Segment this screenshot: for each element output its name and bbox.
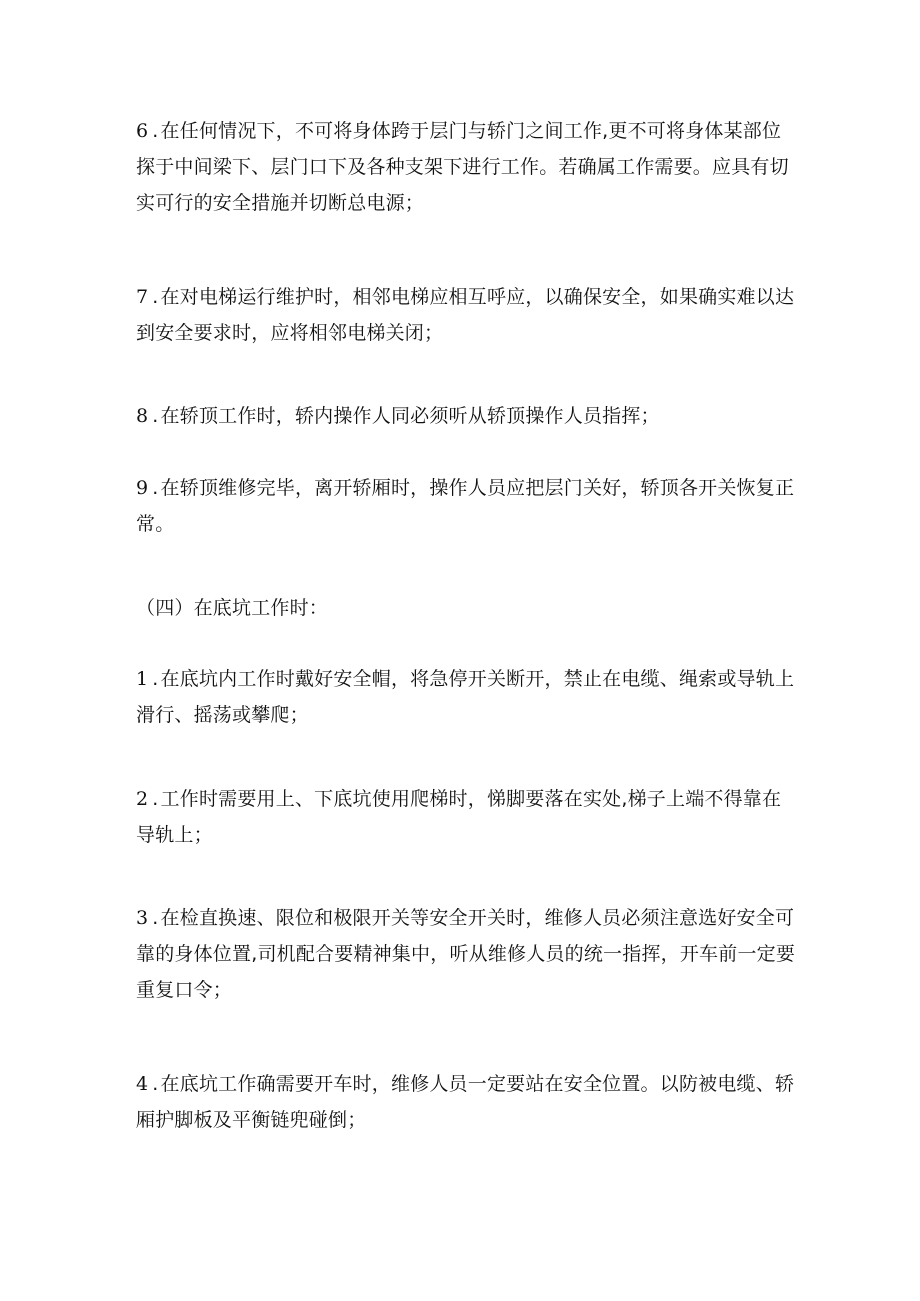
paragraph-number: 4 — [136, 1073, 149, 1095]
paragraph-separator: . — [152, 907, 159, 929]
paragraph-text: 在轿顶维修完毕，离开轿厢时，操作人员应把层门关好，轿顶各开关恢复正常。 — [136, 477, 795, 535]
paragraph-item-6 — [136, 113, 796, 221]
paragraph-number: 1 — [136, 668, 149, 690]
paragraph-number: 6 — [136, 120, 149, 142]
paragraph-item-2 — [136, 781, 796, 853]
paragraph-separator: . — [152, 120, 159, 142]
paragraph-separator: . — [152, 405, 159, 427]
paragraph-separator: . — [152, 1073, 159, 1095]
paragraph-text: 在任何情况下，不可将身体跨于层门与轿门之间工作,更不可将身体某部位探于中间梁下、层门口下及各种支架下进行工作。若确属工作需要。应具有切实可行的安全措施并切断总电源； — [136, 120, 789, 214]
paragraph-item-4 — [136, 1066, 796, 1138]
paragraph-number: 7 — [136, 286, 149, 308]
paragraph-text: 在底坑工作确需要开车时，维修人员一定要站在安全位置。以防被电缆、轿厢护脚板及平衡链兜碰倒； — [136, 1073, 795, 1131]
paragraph-separator: . — [152, 477, 159, 499]
paragraph-text: 工作时需要用上、下底坑使用爬梯时，悌脚要落在实处,梯子上端不得靠在导轨上； — [136, 788, 782, 846]
paragraph-item-1 — [136, 661, 796, 733]
paragraph-number: 8 — [136, 405, 149, 427]
paragraph-text: 在轿顶工作时，轿内操作人同必须听从轿顶操作人员指挥； — [160, 405, 660, 427]
paragraph-number: 3 — [136, 907, 149, 929]
paragraph-number: 9 — [136, 477, 149, 499]
paragraph-separator: . — [152, 668, 159, 690]
section-heading — [136, 590, 796, 626]
paragraph-item-8 — [136, 398, 796, 434]
paragraph-item-9 — [136, 470, 796, 542]
section-heading-text: （四）在底坑工作时： — [136, 597, 329, 619]
paragraph-text: 在底坑内工作时戴好安全帽，将急停开关断开，禁止在电缆、绳索或导轨上滑行、摇荡或攀爬； — [136, 668, 795, 726]
paragraph-separator: . — [152, 286, 159, 308]
paragraph-item-7 — [136, 279, 796, 351]
paragraph-text: 在对电梯运行维护时，相邻电梯应相互呼应，以确保安全，如果确实难以达到安全要求时，应将相邻电梯关闭； — [136, 286, 795, 344]
paragraph-item-3 — [136, 900, 796, 1008]
paragraph-number: 2 — [136, 788, 149, 810]
paragraph-text: 在检直换速、限位和极限开关等安全开关时，维修人员必须注意选好安全可靠的身体位置,司机配合要精神集中，听从维修人员的统一指挥，开车前一定要重复口令； — [136, 907, 796, 1001]
paragraph-separator: . — [152, 788, 159, 810]
